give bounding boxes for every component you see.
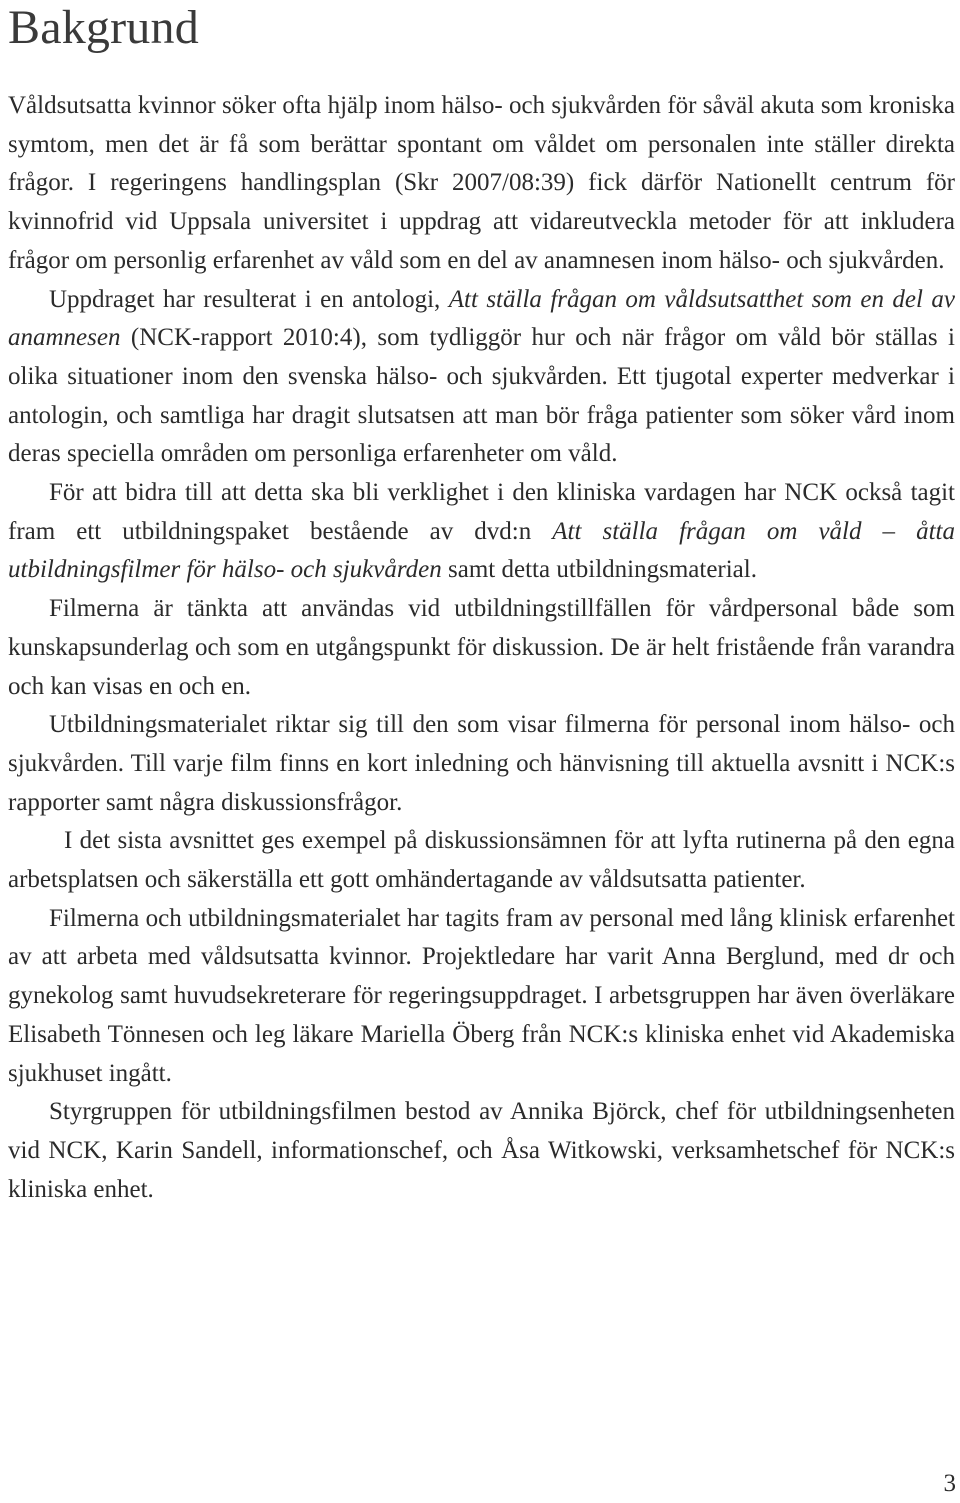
paragraph-steering-group: Styrgruppen för utbildningsfilmen bestod av Annika Björck, chef för utbildningsenheten vid NCK, Karin Sandell, informationschef, och Åsa Witkowski, verksamhetschef för NCK:s kliniska enhet. (8, 1098, 955, 1203)
paragraph-text: (NCK-rapport 2010:4), som tydliggör hur och när frågor om våld bör ställas i olika situationer inom den svenska hälso- och sjukvården. Ett tjugotal experter medverkar i antologin, och samtliga har dragit slutsatsen att man bör fråga patienter som söker vård inom deras speciella områden om personliga erfarenheter om våld. (8, 324, 955, 468)
dvd-title: Att ställa frågan om våld – åtta utbildningsfilmer för hälso- och sjukvården (8, 517, 955, 584)
paragraph-last-section: I det sista avsnittet ges exempel på diskussionsämnen för att lyfta rutinerna på den egna arbetsplatsen och säkerställa ett gott omhändertagande av våldsutsatta patienter. (8, 827, 955, 894)
body-text (8, 87, 955, 1209)
paragraph-films: Filmerna är tänkta att användas vid utbildningstillfällen för vårdpersonal både som kunskapsunderlag och som en utgångspunkt för diskussion. De är helt fristående från varandra och kan visas en och en. (8, 595, 955, 700)
paragraph-text: samt detta utbildningsmaterial. (441, 556, 757, 584)
paragraph-anthology (8, 281, 955, 475)
page-number: 3 (943, 1470, 956, 1497)
paragraph-text: Uppdraget har resulterat i en antologi, (49, 285, 449, 313)
page-title: Bakgrund (8, 1, 199, 54)
paragraph-background: Våldsutsatta kvinnor söker ofta hjälp inom hälso- och sjukvården för såväl akuta som kroniska symtom, men det är få som berättar spontant om våldet om personalen inte ställer direkta frågor. I regeringens handlingsplan (Skr 2007/08:39) fick därför Nationellt centrum för kvinnofrid vid Uppsala universitet i uppdrag att vidareutveckla metoder för att inkludera frågor om personlig erfarenhet av våld som en del av anamnesen inom hälso- och sjukvården. (8, 92, 955, 274)
paragraph-training-package (8, 474, 955, 590)
anthology-title: Att ställa frågan om våldsutsatthet som en del av anamnesen (8, 285, 956, 352)
paragraph-material: Utbildningsmaterialet riktar sig till den som visar filmerna för personal inom hälso- och sjukvården. Till varje film finns en kort inledning och hänvisning till aktuella avsnitt i NCK:s rapporter samt några diskussionsfrågor. (8, 711, 955, 816)
paragraph-text: För att bidra till att detta ska bli verklighet i den kliniska vardagen har NCK också tagit fram ett utbildningspaket bestående av dvd:n (8, 479, 955, 545)
paragraph-authors: Filmerna och utbildningsmaterialet har tagits fram av personal med lång klinisk erfarenhet av att arbeta med våldsutsatta kvinnor. Projektledare har varit Anna Berglund, med dr och gynekolog samt huvudsekreterare för regeringsuppdraget. I arbetsgruppen har även överläkare Elisabeth Tönnesen och leg läkare Mariella Öberg från NCK:s kliniska enhet vid Akademiska sjukhuset ingått. (8, 904, 955, 1087)
